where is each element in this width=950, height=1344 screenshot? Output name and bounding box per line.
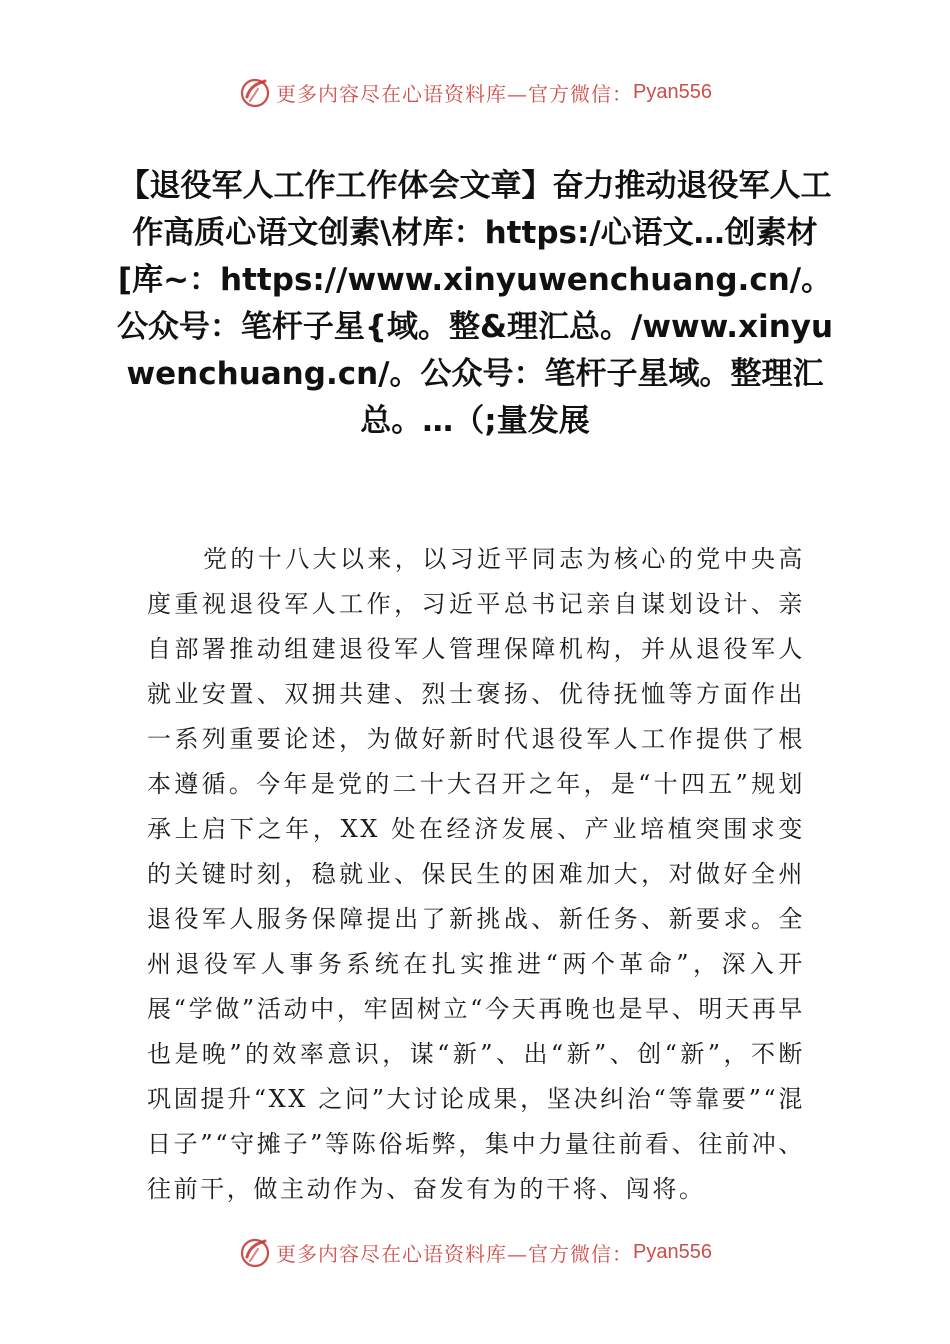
banner-wechat-id: Pyan556 [633, 1240, 712, 1263]
document-title: 【退役军人工作工作体会文章】奋力推动退役军人工作高质心语文创素\材库：https:/心语文…创素材[库~：https://www.xinyuwenchuang.cn/。公众号：笔杆子星{域。整&理汇总。/www.xinyuwenchuang.cn/。公众号：笔杆子星域。整理汇总。…（;量发展 [116, 168, 834, 439]
banner-text: 更多内容尽在心语资料库—官方微信： [276, 1241, 634, 1266]
banner-wechat-id: Pyan556 [633, 80, 712, 103]
header-banner [0, 70, 950, 114]
library-logo-icon [238, 1235, 272, 1269]
banner-text: 更多内容尽在心语资料库—官方微信： [276, 81, 634, 106]
library-logo-icon [238, 75, 272, 109]
footer-banner [0, 1230, 950, 1274]
document-body-paragraph: 党的十八大以来，以习近平同志为核心的党中央高度重视退役军人工作，习近平总书记亲自谋划设计、亲自部署推动组建退役军人管理保障机构，并从退役军人就业安置、双拥共建、烈士褒扬、优待抚恤等方面作出一系列重要论述，为做好新时代退役军人工作提供了根本遵循。今年是党的二十大召开之年，是“十四五”规划承上启下之年，XX 处在经济发展、产业培植突围求变的关键时刻，稳就业、保民生的困难加大，对做好全州退役军人服务保障提出了新挑战、新任务、新要求。全州退役军人事务系统在扎实推进“两个革命”，深入开展“学做”活动中，牢固树立“今天再晚也是早、明天再早也是晚”的效率意识，谋“新”、出“新”、创“新”，不断巩固提升“XX 之问”大讨论成果，坚决纠治“等靠要”“混日子”“守摊子”等陈俗垢弊，集中力量往前看、往前冲、往前干，做主动作为、奋发有为的干将、闯将。 [147, 545, 805, 1203]
